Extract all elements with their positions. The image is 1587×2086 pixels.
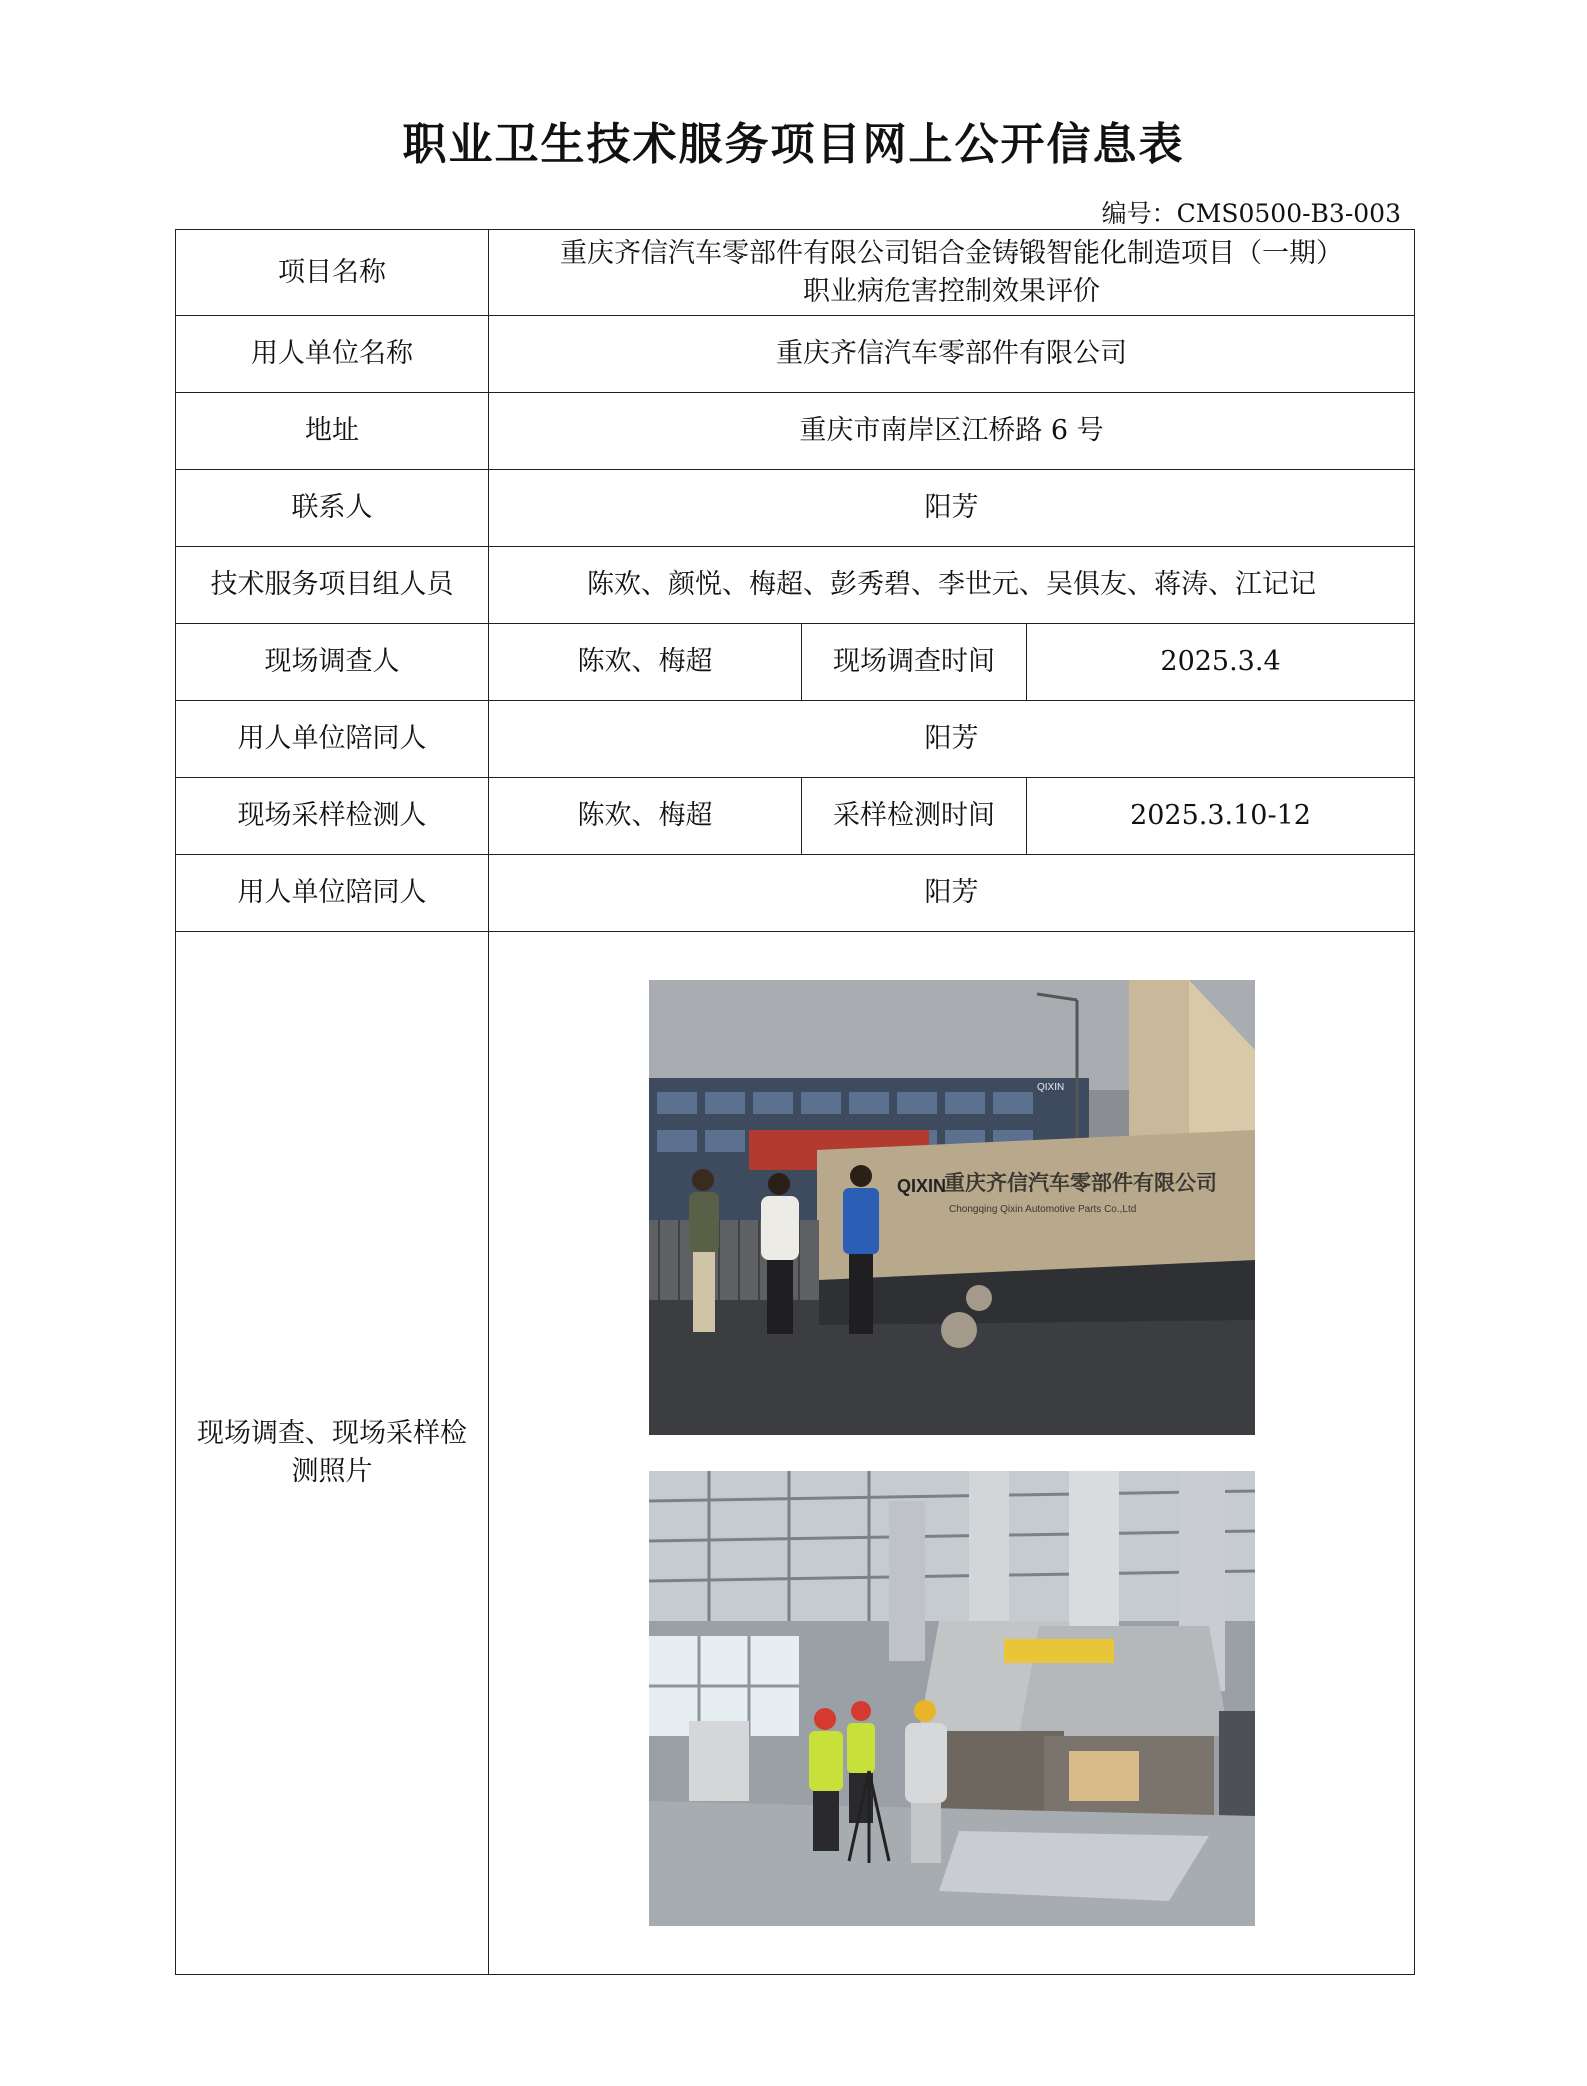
label-project-name: 项目名称 [176,230,489,316]
page-title: 职业卫生技术服务项目网上公开信息表 [402,119,1185,170]
photo-company-gate [649,980,1255,1435]
photos-label-line2: 测照片 [291,1456,373,1487]
table-row [176,932,1415,1975]
table-row [176,855,1415,932]
table-row [176,230,1415,316]
label-sampling: 现场采样检测人 [176,778,489,855]
building-sign: QIXIN [1036,1082,1064,1093]
table-row [176,393,1415,470]
value-sampling-escort: 阳芳 [489,855,1415,932]
table-row [176,701,1415,778]
photo-sampling-site [649,1471,1255,1926]
gate-sign-sub: Chongqing Qixin Automotive Parts Co.,Ltd [948,1204,1136,1215]
project-name-line1: 重庆齐信汽车零部件有限公司铝合金铸锻智能化制造项目（一期） [560,237,1344,269]
value-project-name [489,230,1415,316]
value-survey: 陈欢、梅超 [489,624,802,701]
table-row [176,624,1415,701]
value-survey-escort: 阳芳 [489,701,1415,778]
label-photos [176,932,489,1975]
label-team: 技术服务项目组人员 [176,547,489,624]
label-employer: 用人单位名称 [176,316,489,393]
label-survey: 现场调查人 [176,624,489,701]
value-sampling-time: 2025.3.10-12 [1027,778,1415,855]
value-survey-time: 2025.3.4 [1027,624,1415,701]
table-row [176,470,1415,547]
value-team: 陈欢、颜悦、梅超、彭秀碧、李世元、吴俱友、蒋涛、江记记 [489,547,1415,624]
label-contact: 联系人 [176,470,489,547]
value-address: 重庆市南岸区江桥路 6 号 [489,393,1415,470]
project-name-line2: 职业病危害控制效果评价 [803,275,1101,307]
document-number: 编号：CMS0500-B3-003 [1101,199,1401,228]
photos-cell [489,932,1415,1975]
value-employer: 重庆齐信汽车零部件有限公司 [489,316,1415,393]
label-sampling-escort: 用人单位陪同人 [176,855,489,932]
label-address: 地址 [176,393,489,470]
label-survey-time: 现场调查时间 [802,624,1027,701]
label-survey-escort: 用人单位陪同人 [176,701,489,778]
table-row [176,778,1415,855]
value-contact: 阳芳 [489,470,1415,547]
value-sampling: 陈欢、梅超 [489,778,802,855]
info-table [175,229,1415,1975]
table-row [176,316,1415,393]
photos-label-line1: 现场调查、现场采样检 [197,1418,467,1449]
gate-sign-logo: QIXIN [896,1176,946,1196]
label-sampling-time: 采样检测时间 [802,778,1027,855]
gate-sign-main: 重庆齐信汽车零部件有限公司 [943,1171,1217,1195]
table-row [176,547,1415,624]
